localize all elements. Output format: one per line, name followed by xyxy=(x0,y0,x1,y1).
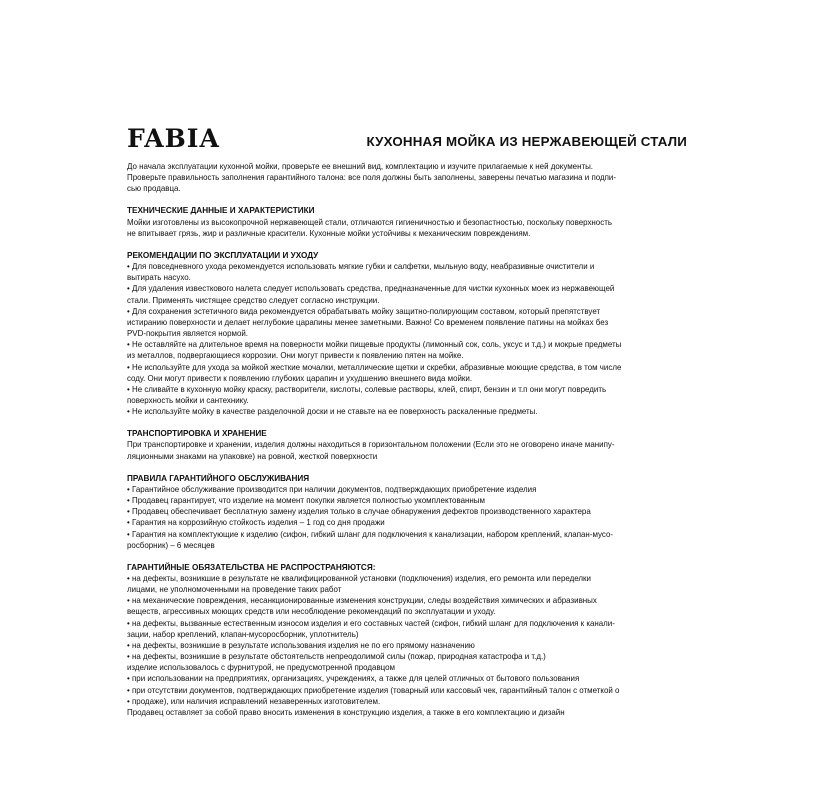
section-line: • Продавец гарантирует, что изделие на момент покупки является полностью укомплектованным xyxy=(127,496,485,506)
section-line: • на дефекты, возникшие в результате обстоятельств непреодолимой силы (пожар, природная катастрофа и т.д.) xyxy=(127,652,546,662)
section-line: • Не оставляйте на длительное время на поверности мойки пищевые продукты (лимонный сок, соль, уксус и т.д.) и мокрые предметы xyxy=(127,340,622,350)
section-line: PVD-покрытия является нормой. xyxy=(127,329,248,339)
section-line: • Для сохранения эстетичного вида рекомендуется обрабатывать мойку защитно-полирующим составом, который препятствует xyxy=(127,306,601,316)
section-line: • Не сливайте в кухонную мойку краску, растворители, кислоты, солевые растворы, клей, спирт, бензин и т.п они могут повредить xyxy=(127,384,607,394)
section-line: • продаже), или наличия исправлений незаверенных изготовителем. xyxy=(127,696,381,706)
document-page xyxy=(127,126,687,718)
section xyxy=(127,562,687,718)
section xyxy=(127,250,687,417)
section-line: изделие использовалось с фурнитурой, не предусмотренной продавцом xyxy=(127,663,395,673)
document-body xyxy=(127,161,687,718)
section-line: • Продавец обеспечивает бесплатную замену изделия только в случае обнаружения дефектов производственного характера xyxy=(127,507,591,517)
intro-line: сью продавца. xyxy=(127,184,181,194)
section-title: ГАРАНТИЙНЫЕ ОБЯЗАТЕЛЬСТВА НЕ РАСПРОСТРАНЯЮТСЯ: xyxy=(127,562,376,572)
section-line: • Не используйте мойку в качестве разделочной доски и не ставьте на ее поверхность раскаленные предметы. xyxy=(127,407,538,417)
section-line: • на дефекты, вызванные естественным износом изделия и его составных частей (сифон, гибкий шланг для подключения к канали- xyxy=(127,618,615,628)
brand-logo: FABIA xyxy=(127,124,220,153)
section-line: из металлов, подвергающиеся коррозии. Они могут привести к появлению пятен на мойке. xyxy=(127,351,464,361)
section-line: • Для удаления известкового налета следует использовать средства, предназначенные для чистки кухонных моек из нержавеющей xyxy=(127,284,615,294)
section-line: не впитывает грязь, жир и различные красители. Кухонные мойки устойчивы к механическим повреждениям. xyxy=(127,228,531,238)
section-line: • Гарантия на комплектующие к изделию (сифон, гибкий шланг для подключения к канализации, набором креплений, клапан-мусо- xyxy=(127,529,614,539)
intro-paragraph xyxy=(127,161,687,194)
section-line: При транспортировке и хранении, изделия должны находиться в горизонтальном положении (Если это не оговорено иначе манипу- xyxy=(127,440,615,450)
section xyxy=(127,473,687,551)
section-line: ляционными знаками на упаковке) на ровной, жесткой поверхности xyxy=(127,451,378,461)
section-line: вытирать насухо. xyxy=(127,273,191,283)
section-title: ПРАВИЛА ГАРАНТИЙНОГО ОБСЛУЖИВАНИЯ xyxy=(127,473,310,483)
section xyxy=(127,205,687,238)
section-title: РЕКОМЕНДАЦИИ ПО ЭКСПЛУАТАЦИИ И УХОДУ xyxy=(127,250,319,260)
intro-line: Проверьте правильность заполнения гарантийного талона: все поля должны быть заполнены, заверены печатью магазина и подпи- xyxy=(127,173,616,183)
section-line: • на дефекты, возникшие в результате использования изделия не по его прямому назначению xyxy=(127,640,475,650)
section-line: истиранию поверхности и делает неглубокие царапины менее заметными. Важно! Со временем появление патины на мойках без xyxy=(127,317,609,327)
section-line: Мойки изготовлены из высокопрочной нержавеющей стали, отличаются гигиеничностью и безопастностью, поскольку поверхность xyxy=(127,217,612,227)
section-line: поверхность мойки и сантехнику. xyxy=(127,395,249,405)
document-header xyxy=(127,126,687,151)
intro-line: До начала эксплуатации кухонной мойки, проверьте ее внешний вид, комплектацию и изучите прилагаемые к ней документы. xyxy=(127,162,594,171)
section-line: зации, набор креплений, клапан-мусоросборник, уплотнитель) xyxy=(127,629,359,639)
section-line: Продавец оставляет за собой право вносить изменения в конструкцию изделия, а также в его комплектацию и дизайн xyxy=(127,707,565,717)
section-line: • Гарантия на коррозийную стойкость изделия – 1 год со дня продажи xyxy=(127,518,385,528)
section-line: • при отсутствии документов, подтверждающих приобретение изделия (товарный или кассовый чек, гарантийный талон с отметкой о xyxy=(127,685,620,695)
section-title: ТЕХНИЧЕСКИЕ ДАННЫЕ И ХАРАКТЕРИСТИКИ xyxy=(127,206,315,216)
section-line: • на дефекты, возникшие в результате не квалифицированной установки (подключения) изделия, его ремонта или переделки xyxy=(127,574,591,583)
section-line: • Гарантийное обслуживание производится при наличии документов, подтверждающих приобретение изделия xyxy=(127,484,537,494)
section-title: ТРАНСПОРТИРОВКА И ХРАНЕНИЕ xyxy=(127,429,267,439)
section xyxy=(127,428,687,461)
section-line: веществ, агрессивных моющих средств или несоблюдение рекомендаций по эксплуатации и уходу. xyxy=(127,607,496,617)
section-line: • на механические повреждения, несанкционированные изменения конструкции, следы воздействия химических и абразивных xyxy=(127,596,597,606)
section-line: лицами, не уполномоченными на проведение таких работ xyxy=(127,585,342,595)
document-title: КУХОННАЯ МОЙКА ИЗ НЕРЖАВЕЮЩЕЙ СТАЛИ xyxy=(366,133,687,149)
section-line: • Для повседневного ухода рекомендуется использовать мягкие губки и салфетки, мыльную воду, неабразивные очистители и xyxy=(127,262,595,272)
section-line: • Не используйте для ухода за мойкой жесткие мочалки, металлические щетки и скребки, абразивные моющие средства, в том числе xyxy=(127,362,622,372)
section-line: стали. Применять чистящее средство следует согласно инструкции. xyxy=(127,295,380,305)
section-line: • при использовании на предприятиях, организациях, учреждениях, а также для целей отличных от бытового пользования xyxy=(127,674,580,684)
section-line: росборник) – 6 месяцев xyxy=(127,540,215,550)
section-line: соду. Они могут привести к появлению глубоких царапин и ухудшению внешнего вида мойки. xyxy=(127,373,473,383)
